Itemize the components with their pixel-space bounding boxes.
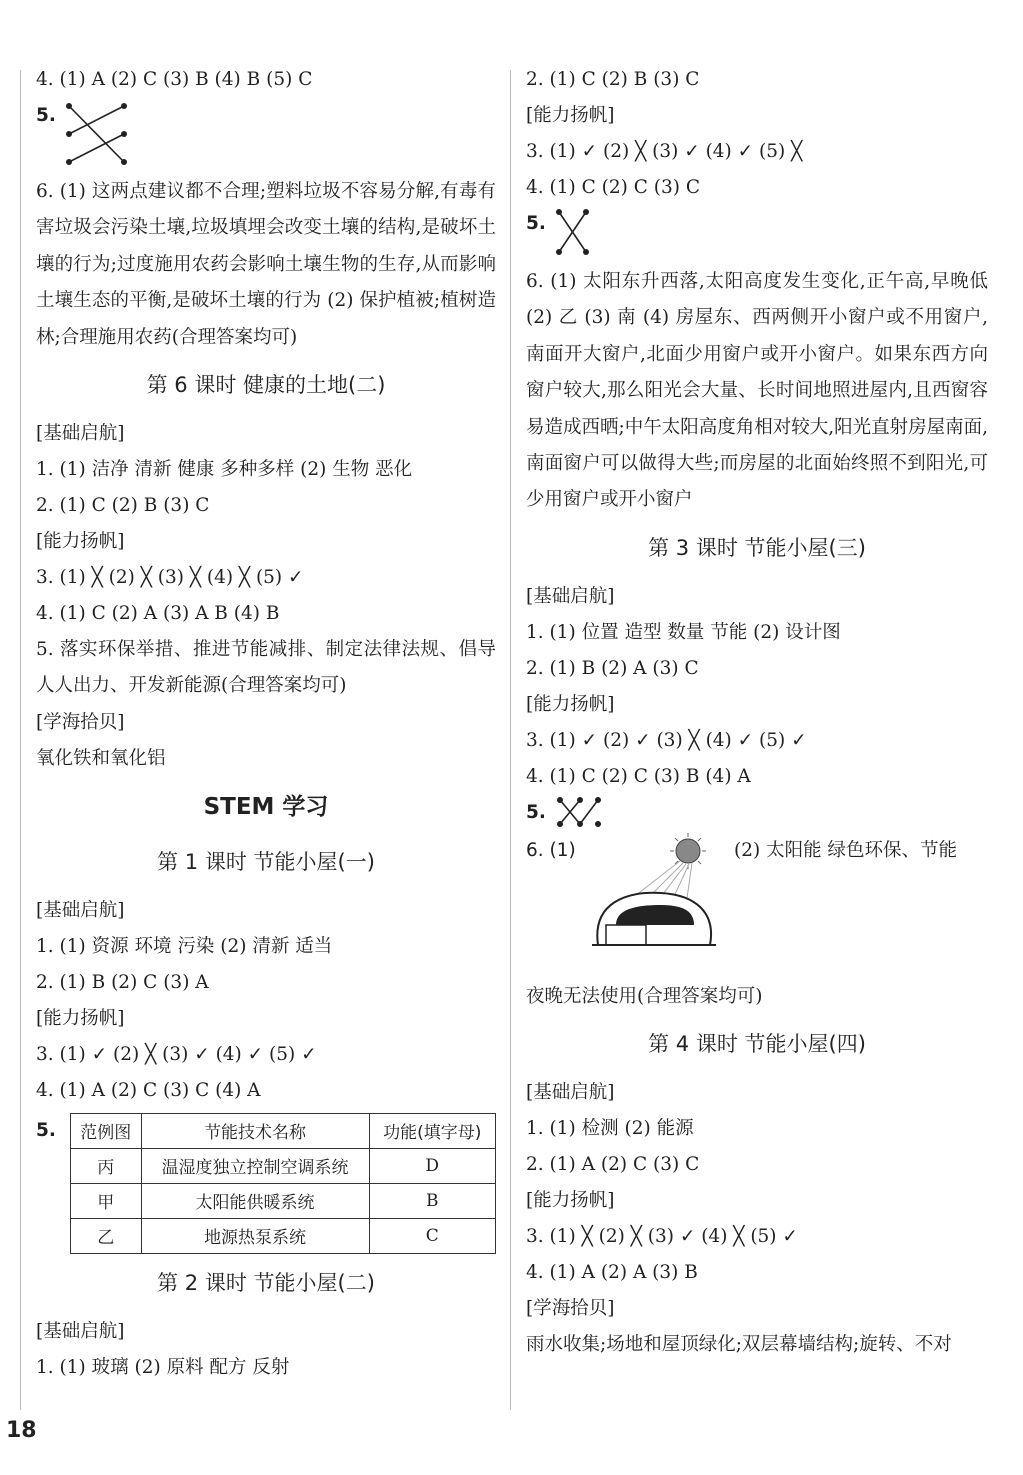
- section-label: [基础启航]: [526, 585, 615, 607]
- section-label: [基础启航]: [526, 1081, 615, 1103]
- answer-line: 3. (1) ✓ (2) ╳ (3) ✓ (4) ✓ (5) ╳: [526, 141, 803, 162]
- answer-line: 3. (1) ✓ (2) ✓ (3) ╳ (4) ✓ (5) ✓: [526, 729, 807, 751]
- section-label: [学海拾贝]: [526, 1297, 615, 1319]
- question-number: 5.: [526, 801, 546, 823]
- answer-line: 4. (1) A (2) A (3) B: [526, 1261, 698, 1283]
- matching-figure-2: [526, 206, 988, 264]
- answer-paragraph: 6. (1) 太阳东升西落,太阳高度发生变化,正午高,早晚低 (2) 乙 (3) 南 (4) 房屋东、西两侧开小窗户或不用窗户,南面开大窗户,北面少用窗户或开小窗户。如果东西方向窗户较大,那么阳光会大量、长时间地照进屋内,且西窗容易造成西晒;中午太阳高度角相对较大,阳光直射房屋南面,南面窗户可以做得大些;而房屋的北面始终照不到阳光,可少用窗户或开小窗户: [526, 271, 988, 511]
- page-number: 18: [6, 1418, 37, 1443]
- table-cell: 丙: [70, 1148, 141, 1183]
- question-number: 5.: [526, 213, 546, 234]
- matching-lines-diagram: [554, 795, 604, 829]
- table-header: 节能技术名称: [141, 1113, 369, 1148]
- left-margin-rule: [20, 70, 21, 1410]
- lesson-title: 第 2 课时 节能小屋(二): [157, 1270, 375, 1295]
- answer-line: 4. (1) C (2) C (3) C: [526, 177, 701, 198]
- table-cell: 太阳能供暖系统: [141, 1183, 369, 1218]
- question-number: 6. (1): [526, 839, 576, 861]
- answer-line: 4. (1) C (2) C (3) B (4) A: [526, 765, 751, 787]
- column-divider: [510, 70, 511, 1410]
- answer-line: 3. (1) ✓ (2) ╳ (3) ✓ (4) ✓ (5) ✓: [36, 1043, 317, 1065]
- table-row: [70, 1218, 495, 1253]
- lesson-title: 第 1 课时 节能小屋(一): [157, 849, 375, 874]
- section-label: [能力扬帆]: [526, 105, 615, 126]
- answer-line: 1. (1) 位置 造型 数量 节能 (2) 设计图: [526, 621, 841, 643]
- answer-paragraph: 6. (1) 这两点建议都不合理;塑料垃圾不容易分解,有毒有害垃圾会污染土壤,垃圾填埋会改变土壤的结构,是破坏土壤的行为;过度施用农药会影响土壤生物的生存,从而影响土壤生态的平衡,是破坏土壤的行为 (2) 保护植被;植树造林;合理施用农药(合理答案均可): [36, 181, 496, 348]
- lesson-title: 第 3 课时 节能小屋(三): [648, 535, 866, 560]
- answer-line: 1. (1) 检测 (2) 能源: [526, 1117, 694, 1139]
- solar-house-question: [526, 833, 988, 979]
- matching-figure-3: [526, 795, 988, 833]
- section-label: [能力扬帆]: [526, 1189, 615, 1211]
- answer-line: 3. (1) ╳ (2) ╳ (3) ╳ (4) ╳ (5) ✓: [36, 567, 304, 589]
- table-header-row: [70, 1113, 495, 1148]
- matching-lines-diagram: [554, 206, 594, 258]
- table-cell: C: [369, 1218, 496, 1253]
- answer-paragraph: 5. 落实环保举措、推进节能减排、制定法律法规、倡导人人出力、开发新能源(合理答案均可): [36, 639, 496, 697]
- solar-house-illustration: [586, 833, 726, 963]
- matching-figure-1: [36, 98, 496, 174]
- answer-line: 4. (1) A (2) C (3) B (4) B (5) C: [36, 69, 313, 90]
- section-label: [基础启航]: [36, 899, 125, 921]
- section-label: [能力扬帆]: [36, 1007, 125, 1029]
- lesson-title: 第 4 课时 节能小屋(四): [648, 1031, 866, 1056]
- lesson-title: 第 6 课时 健康的土地(二): [146, 373, 386, 398]
- question-number: 5.: [36, 105, 56, 126]
- table-header: 范例图: [70, 1113, 141, 1148]
- answer-line: 2. (1) A (2) C (3) C: [526, 1153, 700, 1175]
- matching-lines-diagram: [64, 98, 134, 168]
- unit-title: STEM 学习: [203, 793, 329, 820]
- answer-line: 3. (1) ╳ (2) ╳ (3) ✓ (4) ╳ (5) ✓: [526, 1225, 798, 1247]
- answer-line: 4. (1) A (2) C (3) C (4) A: [36, 1079, 261, 1101]
- answer-line: 2. (1) C (2) B (3) C: [36, 495, 210, 517]
- answer-line: 4. (1) C (2) A (3) A B (4) B: [36, 603, 280, 625]
- right-column: [526, 62, 988, 1363]
- table-header: 功能(填字母): [369, 1113, 496, 1148]
- table-cell: B: [369, 1183, 496, 1218]
- section-label: [能力扬帆]: [36, 531, 125, 553]
- answer-text: (2) 太阳能 绿色环保、节能: [734, 839, 957, 861]
- section-label: [学海拾贝]: [36, 711, 125, 733]
- answer-line: 1. (1) 资源 环境 污染 (2) 清新 适当: [36, 935, 333, 957]
- answer-line: 1. (1) 玻璃 (2) 原料 配方 反射: [36, 1356, 290, 1378]
- table-cell: 甲: [70, 1183, 141, 1218]
- question-number: 5.: [36, 1119, 56, 1141]
- answer-line: 氧化铁和氧化铝: [36, 747, 166, 769]
- table-question: [36, 1113, 496, 1254]
- answer-line: 1. (1) 洁净 清新 健康 多种多样 (2) 生物 恶化: [36, 459, 413, 481]
- answer-line: 2. (1) C (2) B (3) C: [526, 69, 700, 90]
- energy-tech-table: [70, 1113, 496, 1254]
- section-label: [基础启航]: [36, 1320, 125, 1342]
- table-cell: 乙: [70, 1218, 141, 1253]
- answer-line: 2. (1) B (2) A (3) C: [526, 657, 699, 679]
- table-row: [70, 1183, 495, 1218]
- table-row: [70, 1148, 495, 1183]
- answer-line: 2. (1) B (2) C (3) A: [36, 971, 209, 993]
- table-cell: 温湿度独立控制空调系统: [141, 1148, 369, 1183]
- table-cell: D: [369, 1148, 496, 1183]
- answer-line: 夜晚无法使用(合理答案均可): [526, 985, 763, 1007]
- section-label: [基础启航]: [36, 423, 125, 445]
- answer-line: 雨水收集;场地和屋顶绿化;双层幕墙结构;旋转、不对: [526, 1333, 952, 1355]
- table-cell: 地源热泵系统: [141, 1218, 369, 1253]
- left-column: [36, 62, 496, 1386]
- section-label: [能力扬帆]: [526, 693, 615, 715]
